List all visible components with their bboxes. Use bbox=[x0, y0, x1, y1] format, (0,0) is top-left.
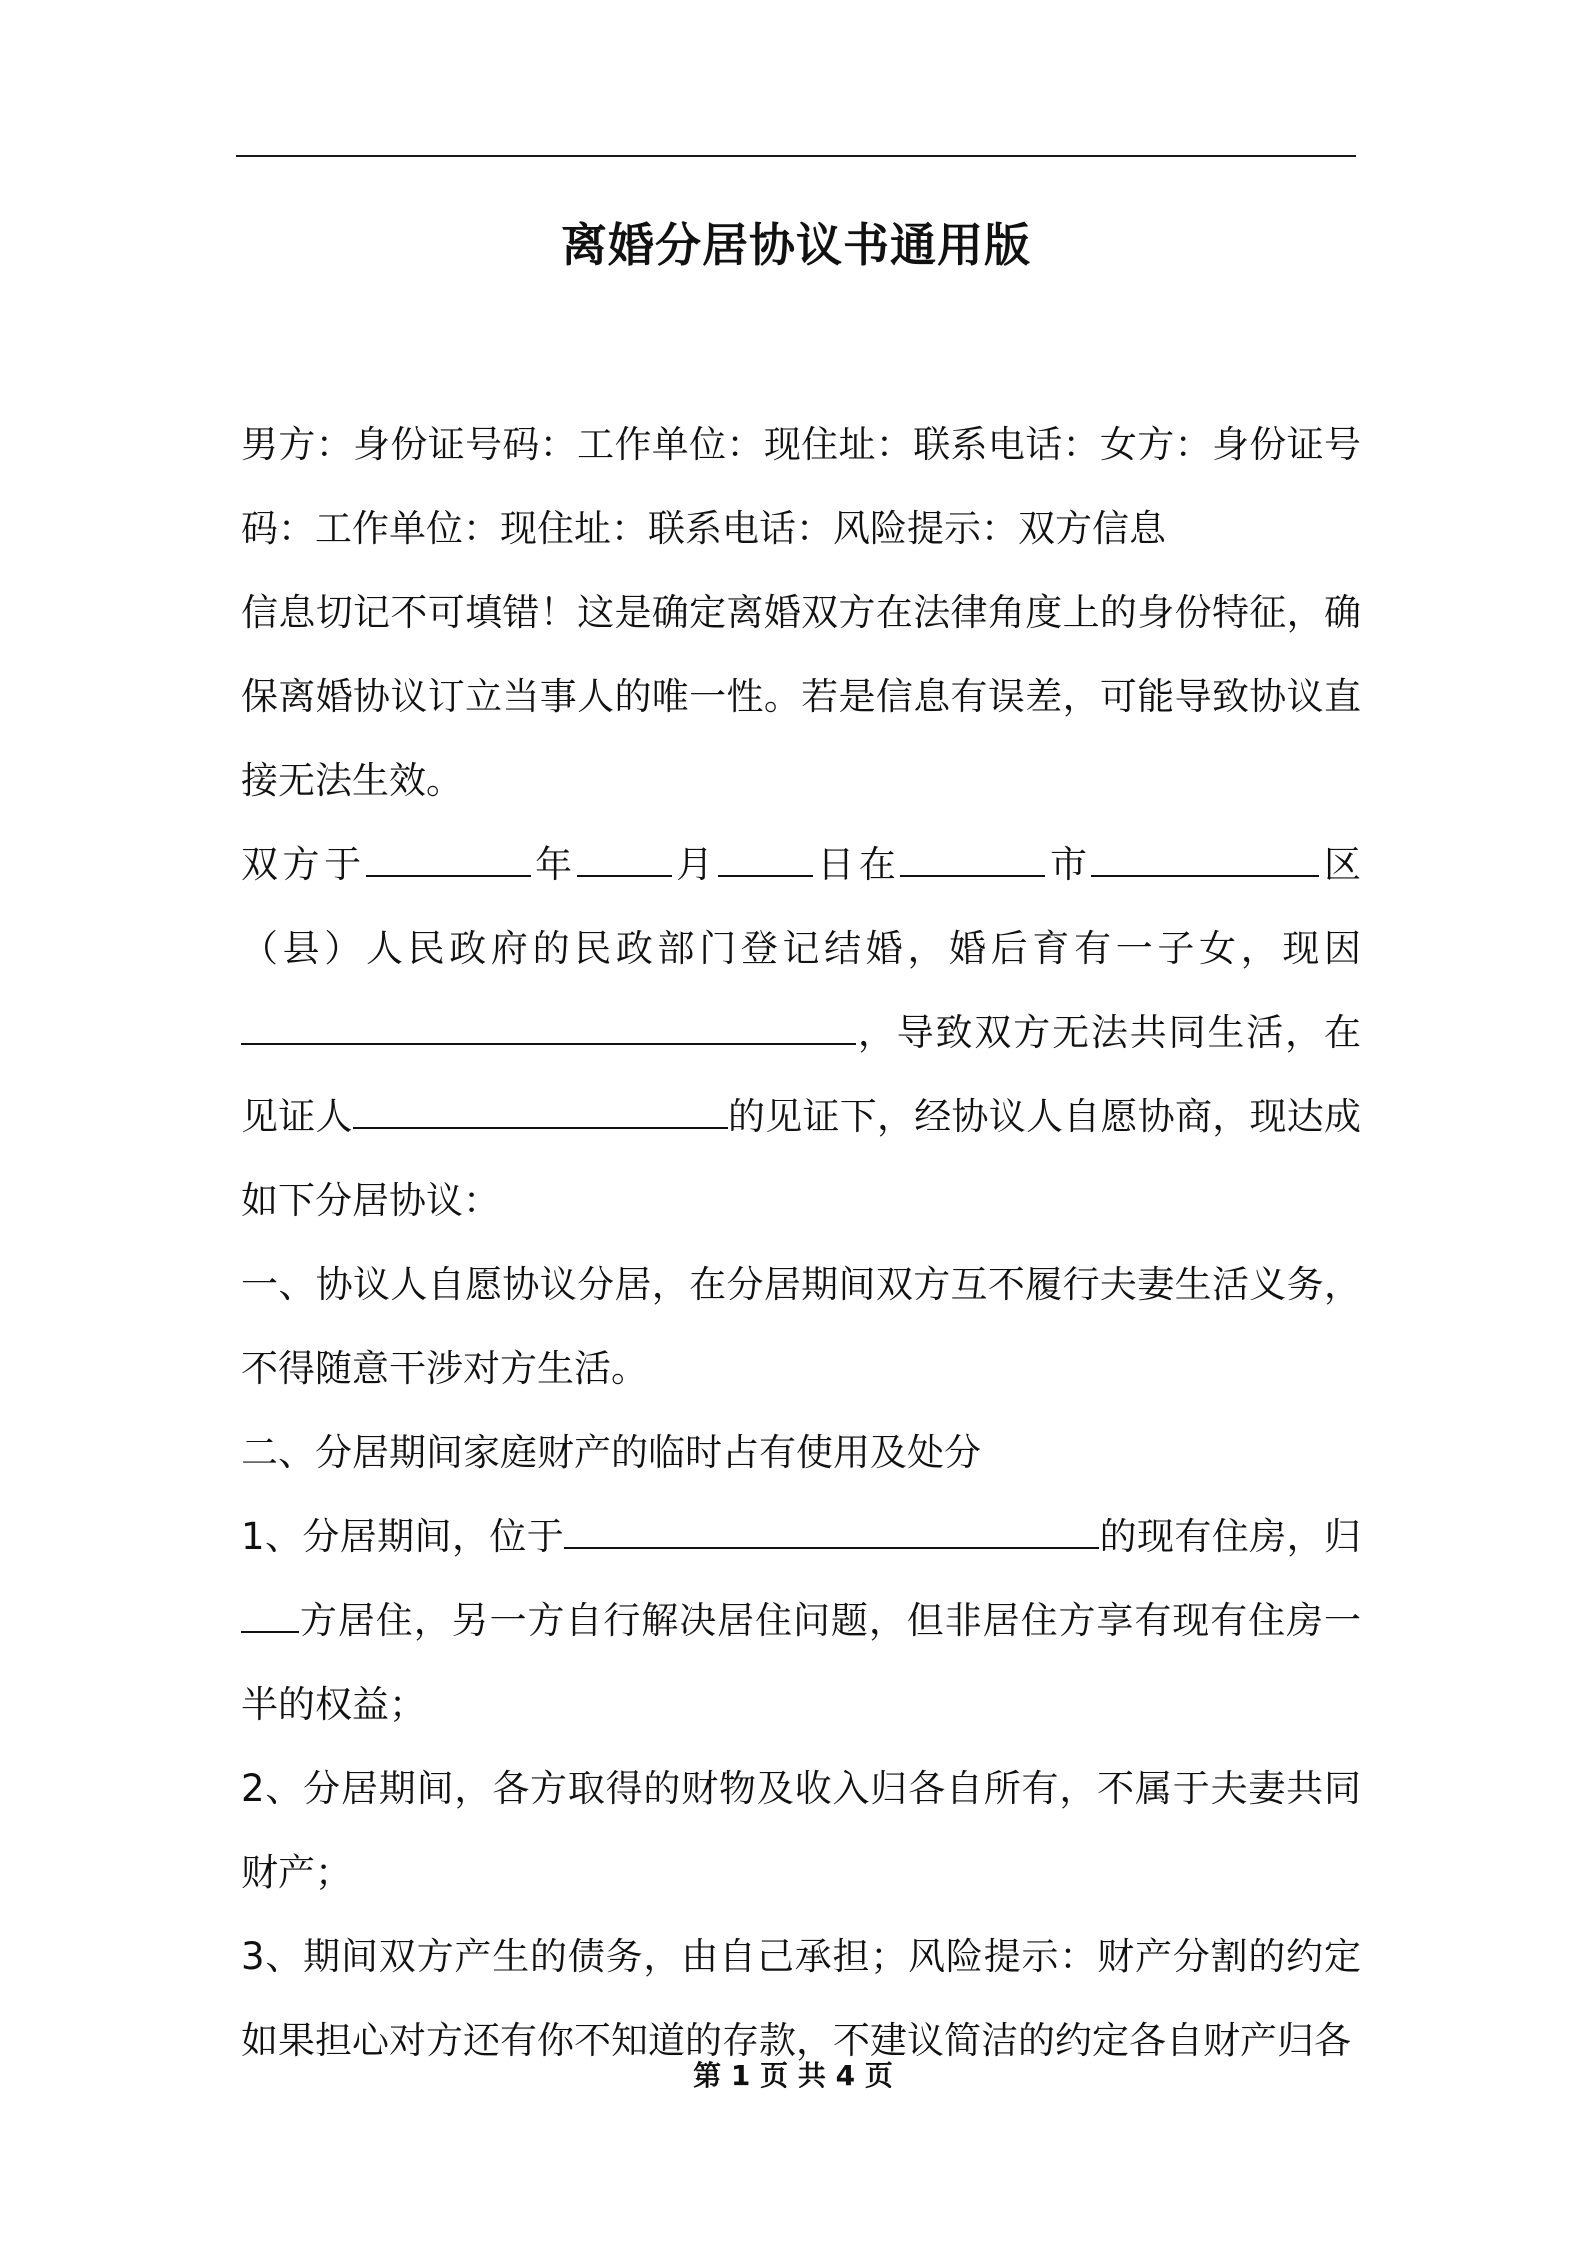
city-blank bbox=[900, 845, 1045, 877]
location-blank bbox=[564, 1517, 1099, 1549]
text-segment: 的现有住房，归 bbox=[1099, 1515, 1361, 1558]
clause-two-item-3: 3、期间双方产生的债务，由自己承担；风险提示：财产分割的约定如果担心对方还有你不知道的存款，不建议简洁的约定各自财产归各 bbox=[241, 1935, 1361, 2062]
month-blank bbox=[577, 845, 672, 877]
clause-one: 一、协议人自愿协议分居，在分居期间双方互不履行夫妻生活义务，不得随意干涉对方生活。 bbox=[241, 1263, 1361, 1390]
clause-two-item-2: 2、分居期间，各方取得的财物及收入归各自所有，不属于夫妻共同财产； bbox=[241, 1767, 1361, 1894]
document-body bbox=[241, 403, 1361, 2083]
text-segment: 日在 bbox=[812, 843, 901, 886]
text-segment: 市 bbox=[1045, 843, 1092, 886]
reason-blank bbox=[241, 1013, 856, 1045]
day-blank bbox=[718, 845, 813, 877]
text-segment: 双方于 bbox=[241, 843, 366, 886]
text-segment: 的见证下，经协议人自愿协商，现达成如下分居协议： bbox=[241, 1095, 1361, 1222]
year-blank bbox=[366, 845, 531, 877]
witness-blank bbox=[353, 1097, 728, 1129]
page-number-footer: 第 1 页 共 4 页 bbox=[693, 2059, 893, 2092]
risk-note-paragraph: 信息切记不可填错！这是确定离婚双方在法律角度上的身份特征，确保离婚协议订立当事人的唯一性。若是信息有误差，可能导致协议直接无法生效。 bbox=[241, 591, 1361, 802]
document-title: 离婚分居协议书通用版 bbox=[561, 218, 1031, 272]
header-rule bbox=[236, 155, 1356, 157]
text-segment: 区（县）人民政府的民政部门登记结婚，婚后育有一子女，现因 bbox=[241, 843, 1362, 970]
clause-two-heading: 二、分居期间家庭财产的临时占有使用及处分 bbox=[241, 1431, 981, 1474]
marriage-info-paragraph bbox=[241, 823, 1361, 1243]
text-segment: 年 bbox=[530, 843, 577, 886]
district-blank bbox=[1091, 845, 1319, 877]
party-blank bbox=[241, 1601, 299, 1633]
text-segment: 月 bbox=[671, 843, 718, 886]
party-info-paragraph: 男方：身份证号码：工作单位：现住址：联系电话：女方：身份证号码：工作单位：现住址：联系电话：风险提示：双方信息 bbox=[241, 423, 1361, 550]
text-segment: ，导致双方无法共同生活，在见证人 bbox=[241, 1011, 1361, 1138]
text-segment: 1、分居期间，位于 bbox=[241, 1515, 565, 1558]
text-segment: 方居住，另一方自行解决居住问题，但非居住方享有现有住房一半的权益； bbox=[241, 1599, 1361, 1726]
clause-two-item-1 bbox=[241, 1495, 1361, 1747]
